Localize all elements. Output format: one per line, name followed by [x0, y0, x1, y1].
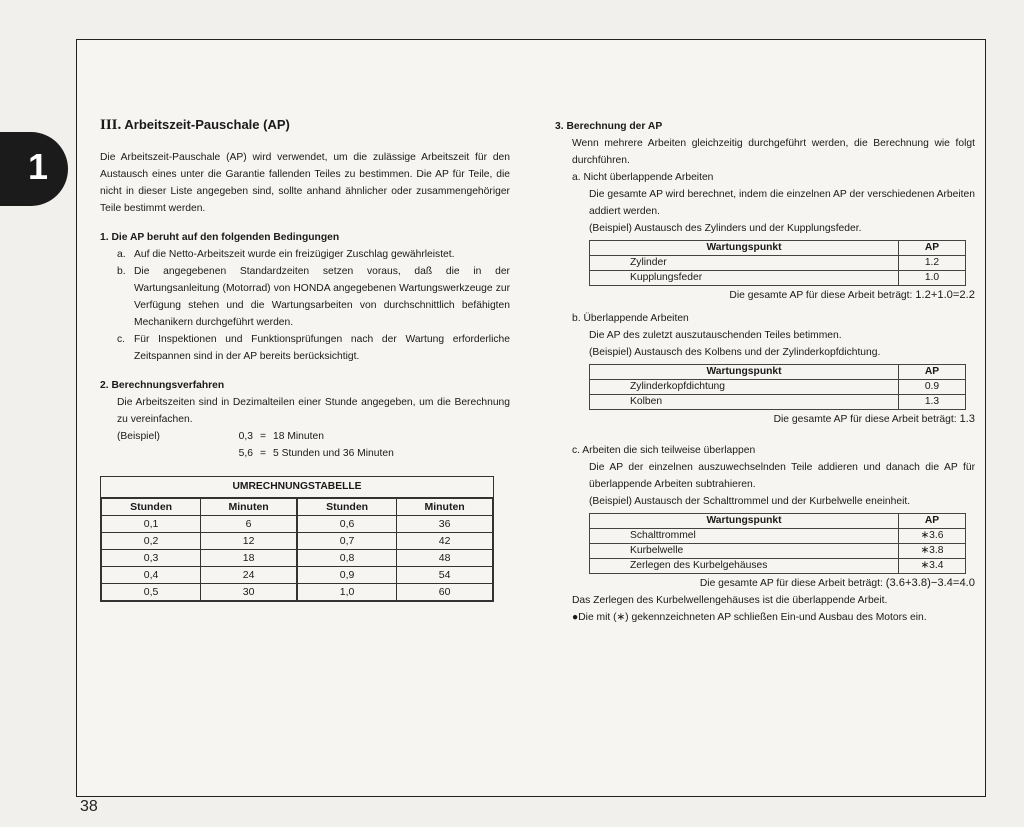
- table-row: [298, 533, 493, 550]
- hours-cell: 0,7: [298, 533, 397, 550]
- table-row: [102, 584, 297, 601]
- table-row: [590, 395, 966, 410]
- example-result: 5 Stunden und 36 Minuten: [273, 448, 394, 459]
- example-value: 0,3: [238, 431, 253, 442]
- minutes-cell: 18: [201, 550, 297, 567]
- conversion-table-left: [101, 498, 297, 601]
- subsection-b-example: (Beispiel) Austausch des Kolbens und der Zylinderkopfdichtung.: [589, 347, 881, 358]
- ap-table-b: [589, 364, 966, 410]
- ap-table-a: [589, 240, 966, 286]
- subsection-a-title: a. Nicht überlappende Arbeiten: [572, 172, 714, 183]
- hours-cell: 0,2: [102, 533, 201, 550]
- ap-table-c: [589, 513, 966, 574]
- item-cell: Kolben: [590, 395, 899, 410]
- conversion-table: [100, 476, 494, 602]
- minutes-cell: 36: [397, 516, 493, 533]
- conversion-table-right: [297, 498, 493, 601]
- item-marker: b.: [117, 266, 126, 277]
- right-column: [555, 118, 975, 626]
- chapter-tab: [0, 132, 68, 206]
- ap-cell: ∗3.4: [899, 559, 966, 574]
- minutes-cell: 54: [397, 567, 493, 584]
- conditions-list: [100, 246, 510, 365]
- hours-cell: 1,0: [298, 584, 397, 601]
- example-label: (Beispiel): [117, 431, 160, 442]
- condition-item: [117, 246, 510, 263]
- column-header: AP: [899, 241, 966, 256]
- example-row: [100, 428, 510, 445]
- example-equals: =: [259, 431, 266, 442]
- table-row: [298, 516, 493, 533]
- example-value: 5,6: [238, 448, 253, 459]
- section-title: [100, 116, 510, 134]
- column-header: Stunden: [102, 499, 201, 516]
- hours-cell: 0,8: [298, 550, 397, 567]
- column-header: Stunden: [298, 499, 397, 516]
- table-row: [102, 567, 297, 584]
- item-cell: Zylinder: [590, 256, 899, 271]
- minutes-cell: 24: [201, 567, 297, 584]
- column-header: Wartungspunkt: [590, 365, 899, 380]
- result-text: Die gesamte AP für diese Arbeit beträgt:: [773, 414, 957, 425]
- left-column: [100, 116, 510, 602]
- minutes-cell: 30: [201, 584, 297, 601]
- table-row: [298, 584, 493, 601]
- ap-cell: 1.0: [899, 271, 966, 286]
- procedure-text: Die Arbeitszeiten sind in Dezimalteilen einer Stunde angegeben, um die Berechnung zu vereinfachen.: [117, 397, 510, 425]
- result-b: [555, 411, 975, 428]
- ap-cell: 0.9: [899, 380, 966, 395]
- result-formula: (3.6+3.8)−3.4=4.0: [885, 577, 975, 589]
- column-header: Wartungspunkt: [590, 514, 899, 529]
- calculation-heading: 3. Berechnung der AP: [555, 121, 663, 132]
- table-row: [590, 529, 966, 544]
- minutes-cell: 6: [201, 516, 297, 533]
- table-row: [102, 533, 297, 550]
- ap-cell: 1.2: [899, 256, 966, 271]
- section-title-text: Arbeitszeit-Pauschale (AP): [124, 117, 290, 132]
- column-header: AP: [899, 514, 966, 529]
- subsection-a-text: Die gesamte AP wird berechnet, indem die einzelnen AP der verschiedenen Arbeiten addiert werden.: [589, 189, 975, 217]
- result-formula: 1.3: [959, 413, 975, 425]
- ap-cell: 1.3: [899, 395, 966, 410]
- chapter-number: 1: [28, 146, 49, 187]
- procedure-heading: 2. Berechnungsverfahren: [100, 380, 225, 391]
- table-row: [298, 550, 493, 567]
- column-header: Minuten: [397, 499, 493, 516]
- overlap-note: Das Zerlegen des Kurbelwellengehäuses ist die überlappende Arbeit.: [572, 595, 888, 606]
- table-row: [590, 380, 966, 395]
- condition-item: [117, 263, 510, 331]
- item-cell: Zerlegen des Kurbelgehäuses: [590, 559, 899, 574]
- table-row: [298, 567, 493, 584]
- subsection-b-title: b. Überlappende Arbeiten: [572, 313, 689, 324]
- table-row: [590, 559, 966, 574]
- hours-cell: 0,5: [102, 584, 201, 601]
- item-text: Die angegebenen Standardzeiten setzen voraus, daß die in der Wartungsanleitung (Motorrad) von HONDA angegebenen Wartungswerkzeuge zur Verfügung stehen und die Wartungsarbeiten von durchschnittlich befähigten Mechanikern durchgeführt werden.: [134, 266, 510, 328]
- item-text: Für Inspektionen und Funktionsprüfungen nach der Wartung erforderliche Zeitspannen sind in der AP bereits berücksichtigt.: [134, 334, 510, 362]
- example-row: [100, 445, 510, 462]
- result-text: Die gesamte AP für diese Arbeit beträgt:: [699, 578, 883, 589]
- minutes-cell: 42: [397, 533, 493, 550]
- item-marker: a.: [117, 249, 126, 260]
- column-header: AP: [899, 365, 966, 380]
- ap-cell: ∗3.6: [899, 529, 966, 544]
- result-formula: 1.2+1.0=2.2: [915, 289, 975, 301]
- column-header: Minuten: [201, 499, 297, 516]
- item-cell: Zylinderkopfdichtung: [590, 380, 899, 395]
- column-header: Wartungspunkt: [590, 241, 899, 256]
- table-row: [590, 256, 966, 271]
- hours-cell: 0,3: [102, 550, 201, 567]
- hours-cell: 0,6: [298, 516, 397, 533]
- table-row: [590, 544, 966, 559]
- minutes-cell: 60: [397, 584, 493, 601]
- intro-paragraph: Die Arbeitszeit-Pauschale (AP) wird verwendet, um die zulässige Arbeitszeit für den Austausch eines unter die Garantie fallenden Teiles zu bestimmen. Die AP für Teile, die nicht in dieser Liste angegeben sind, sollte anhand ähnlicher oder zusammengehöriger Teile bestimmt werden.: [100, 152, 510, 214]
- result-c: [555, 575, 975, 592]
- table-row: [102, 550, 297, 567]
- subsection-b-text: Die AP des zuletzt auszutauschenden Teiles betimmen.: [589, 330, 842, 341]
- conversion-table-title: UMRECHNUNGSTABELLE: [101, 477, 493, 498]
- item-text: Auf die Netto-Arbeitszeit wurde ein freizügiger Zuschlag gewährleistet.: [134, 249, 455, 260]
- conditions-heading: 1. Die AP beruht auf den folgenden Bedingungen: [100, 232, 340, 243]
- item-cell: Kurbelwelle: [590, 544, 899, 559]
- table-row: [102, 516, 297, 533]
- subsection-c-example: (Beispiel) Austausch der Schalttrommel und der Kurbelwelle eneinheit.: [589, 496, 911, 507]
- hours-cell: 0,4: [102, 567, 201, 584]
- minutes-cell: 12: [201, 533, 297, 550]
- subsection-a-example: (Beispiel) Austausch des Zylinders und der Kupplungsfeder.: [589, 223, 862, 234]
- example-result: 18 Minuten: [273, 431, 324, 442]
- item-cell: Kupplungsfeder: [590, 271, 899, 286]
- minutes-cell: 48: [397, 550, 493, 567]
- page-number: 38: [80, 798, 98, 815]
- subsection-c-title: c. Arbeiten die sich teilweise überlappen: [572, 445, 756, 456]
- section-roman-numeral: III.: [100, 117, 122, 133]
- result-text: Die gesamte AP für diese Arbeit beträgt:: [729, 290, 913, 301]
- result-a: [555, 287, 975, 304]
- item-marker: c.: [117, 334, 126, 345]
- example-equals: =: [259, 448, 266, 459]
- calculation-intro: Wenn mehrere Arbeiten gleichzeitig durchgeführt werden, die Berechnung wie folgt durchführen.: [572, 138, 975, 166]
- item-cell: Schalttrommel: [590, 529, 899, 544]
- hours-cell: 0,9: [298, 567, 397, 584]
- condition-item: [117, 331, 510, 365]
- asterisk-note: ●Die mit (∗) gekennzeichneten AP schließen Ein-und Ausbau des Motors ein.: [572, 612, 927, 623]
- hours-cell: 0,1: [102, 516, 201, 533]
- subsection-c-text: Die AP der einzelnen auszuwechselnden Teile addieren und danach die AP für überlappende Arbeiten subtrahieren.: [589, 462, 975, 490]
- ap-cell: ∗3.8: [899, 544, 966, 559]
- table-row: [590, 271, 966, 286]
